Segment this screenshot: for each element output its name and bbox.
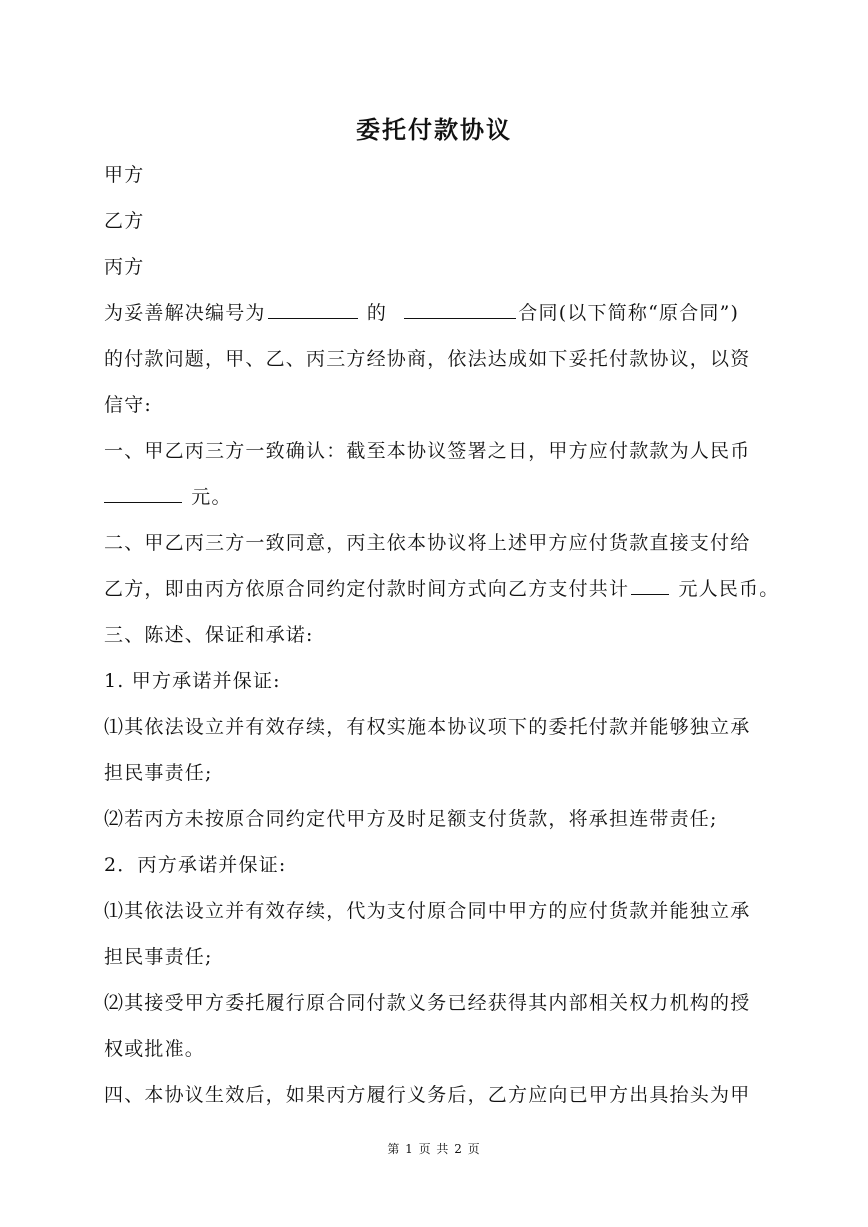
clause-3-sub2-item2-line2: 权或批准。: [104, 1038, 206, 1060]
party-b-label: 乙方: [104, 210, 145, 232]
intro-line-3: 信守:: [104, 394, 153, 416]
party-c-label: 丙方: [104, 256, 145, 278]
clause-4-line-1: 四、本协议生效后，如果丙方履行义务后，乙方应向已甲方出具抬头为甲: [104, 1084, 751, 1106]
clause-3-sub1-heading: 1. 甲方承诺并保证:: [104, 670, 281, 692]
intro-text-part2: 的: [359, 302, 395, 324]
intro-line-2: 的付款问题，甲、乙、丙三方经协商，依法达成如下妥托付款协议，以资: [104, 348, 751, 370]
intro-line-1: [104, 298, 739, 325]
amount-blank: [104, 501, 182, 503]
intro-text-part3: 合同(以下简称“原合同”): [518, 302, 740, 324]
party-a-label: 甲方: [104, 164, 145, 186]
clause-2-suffix: 元人民币。: [671, 578, 780, 600]
clause-1-suffix: 元。: [184, 486, 232, 508]
clause-3-sub2-item1-line2: 担民事责任;: [104, 946, 213, 968]
page-footer: 第 1 页 共 2 页: [387, 1142, 481, 1156]
clause-2-line-1: 二、甲乙丙三方一致同意，丙主依本协议将上述甲方应付货款直接支付给: [104, 532, 751, 554]
clause-1-line-2: [104, 482, 232, 509]
contract-name-blank: [404, 317, 516, 319]
clause-3-sub1-item2: ⑵若丙方未按原合同约定代甲方及时足额支付货款，将承担连带责任;: [104, 808, 718, 830]
document-title: 委托付款协议: [356, 115, 512, 144]
clause-3-sub1-item1-line1: ⑴其依法设立并有效存续，有权实施本协议项下的委托付款并能够独立承: [104, 716, 751, 738]
clause-2-prefix: 乙方，即由丙方依原合同约定付款时间方式向乙方支付共计: [104, 578, 630, 600]
clause-2-line-2: [104, 574, 779, 601]
clause-3-sub2-item2-line1: ⑵其接受甲方委托履行原合同付款义务已经获得其内部相关权力机构的授: [104, 992, 751, 1014]
total-amount-blank: [631, 593, 669, 595]
clause-3-heading: 三、陈述、保证和承诺:: [104, 624, 314, 646]
clause-1-line-1: 一、甲乙丙三方一致确认：截至本协议签署之日，甲方应付款款为人民币: [104, 440, 751, 462]
clause-3-sub2-item1-line1: ⑴其依法设立并有效存续，代为支付原合同中甲方的应付货款并能独立承: [104, 900, 751, 922]
clause-3-sub2-heading: 2．丙方承诺并保证:: [104, 854, 287, 876]
intro-text-part1: 为妥善解决编号为: [104, 302, 266, 324]
clause-3-sub1-item1-line2: 担民事责任;: [104, 762, 213, 784]
contract-number-blank: [268, 317, 358, 319]
